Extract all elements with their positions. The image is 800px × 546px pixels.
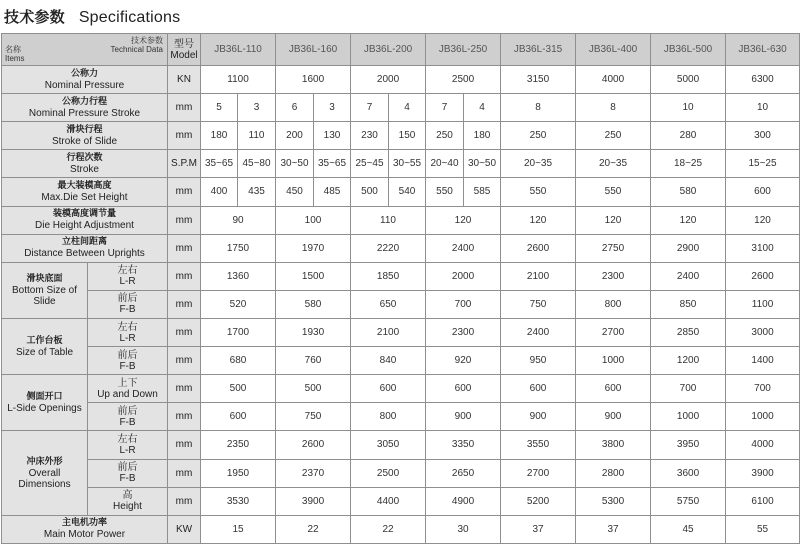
value-cell: 2750: [576, 234, 651, 262]
value-cell: 10: [726, 94, 800, 122]
value-cell: 900: [426, 403, 501, 431]
value-cell: 100: [276, 206, 351, 234]
label-table-size: 工作台板 Size of Table: [2, 318, 88, 374]
value-cell: 30: [426, 515, 501, 543]
row-overall-fb: [2, 459, 800, 487]
value-cell: 4: [464, 94, 501, 122]
value-cell: 8: [576, 94, 651, 122]
value-cell: 3: [314, 94, 351, 122]
page-title-zh: 技术参数: [4, 8, 65, 26]
value-cell: 120: [576, 206, 651, 234]
value-cell: 1930: [276, 318, 351, 346]
unit-cell: mm: [168, 403, 201, 431]
value-cell: 55: [726, 515, 800, 543]
value-cell: 250: [501, 122, 576, 150]
unit-cell: mm: [168, 431, 201, 459]
value-cell: 20~35: [501, 150, 576, 178]
value-cell: 2600: [276, 431, 351, 459]
value-cell: 22: [276, 515, 351, 543]
sub-label-lr: 左右 L-R: [88, 318, 168, 346]
header-row: [2, 34, 800, 66]
value-cell: 230: [351, 122, 389, 150]
value-cell: 3100: [726, 234, 800, 262]
unit-cell: KN: [168, 66, 201, 94]
value-cell: 110: [351, 206, 426, 234]
header-corner: 技术参数 Technical Data 名称 Items: [2, 34, 168, 66]
value-cell: 90: [201, 206, 276, 234]
value-cell: 15: [201, 515, 276, 543]
sub-label-fb: 前后 F-B: [88, 347, 168, 375]
value-cell: 400: [201, 178, 238, 206]
value-cell: 600: [501, 375, 576, 403]
value-cell: 2100: [351, 318, 426, 346]
value-cell: 2500: [351, 459, 426, 487]
value-cell: 2300: [576, 262, 651, 290]
value-cell: 680: [201, 347, 276, 375]
value-cell: 1970: [276, 234, 351, 262]
label-bottom-slide: 滑块底面 Bottom Size of Slide: [2, 262, 88, 318]
value-cell: 3530: [201, 487, 276, 515]
value-cell: 1000: [576, 347, 651, 375]
value-cell: 120: [501, 206, 576, 234]
row-strokes: [2, 150, 800, 178]
row-distance-uprights: [2, 234, 800, 262]
value-cell: 2000: [426, 262, 501, 290]
unit-cell: mm: [168, 94, 201, 122]
value-cell: 2850: [651, 318, 726, 346]
value-cell: 2400: [426, 234, 501, 262]
value-cell: 110: [238, 122, 276, 150]
value-cell: 280: [651, 122, 726, 150]
value-cell: 2500: [426, 66, 501, 94]
label-strokes: 行程次数 Stroke: [2, 150, 168, 178]
value-cell: 10: [651, 94, 726, 122]
value-cell: 2600: [501, 234, 576, 262]
unit-cell: mm: [168, 206, 201, 234]
value-cell: 45~80: [238, 150, 276, 178]
value-cell: 4000: [576, 66, 651, 94]
value-cell: 130: [314, 122, 351, 150]
value-cell: 750: [276, 403, 351, 431]
row-nominal-pressure: [2, 66, 800, 94]
unit-cell: mm: [168, 290, 201, 318]
value-cell: 1700: [201, 318, 276, 346]
value-cell: 37: [576, 515, 651, 543]
model-header-500: JB36L-500: [651, 34, 726, 66]
value-cell: 600: [201, 403, 276, 431]
unit-cell: mm: [168, 262, 201, 290]
unit-cell: mm: [168, 178, 201, 206]
value-cell: 750: [501, 290, 576, 318]
value-cell: 22: [351, 515, 426, 543]
value-cell: 550: [576, 178, 651, 206]
value-cell: 1000: [726, 403, 800, 431]
value-cell: 600: [426, 375, 501, 403]
value-cell: 4400: [351, 487, 426, 515]
value-cell: 30~50: [464, 150, 501, 178]
row-nominal-stroke: [2, 94, 800, 122]
value-cell: 2650: [426, 459, 501, 487]
value-cell: 120: [426, 206, 501, 234]
value-cell: 20~40: [426, 150, 464, 178]
sub-label-fb: 前后 F-B: [88, 290, 168, 318]
value-cell: 435: [238, 178, 276, 206]
page-title: [4, 6, 180, 27]
value-cell: 1950: [201, 459, 276, 487]
unit-cell: mm: [168, 347, 201, 375]
value-cell: 1360: [201, 262, 276, 290]
unit-cell: mm: [168, 375, 201, 403]
value-cell: 180: [464, 122, 501, 150]
unit-cell: mm: [168, 459, 201, 487]
label-nominal-stroke: 公称力行程 Nominal Pressure Stroke: [2, 94, 168, 122]
unit-cell: mm: [168, 122, 201, 150]
value-cell: 6: [276, 94, 314, 122]
value-cell: 3950: [651, 431, 726, 459]
value-cell: 6300: [726, 66, 800, 94]
value-cell: 520: [201, 290, 276, 318]
value-cell: 4: [389, 94, 426, 122]
value-cell: 700: [426, 290, 501, 318]
value-cell: 250: [576, 122, 651, 150]
row-overall-height: [2, 487, 800, 515]
sub-label-up-down: 上下 Up and Down: [88, 375, 168, 403]
value-cell: 2220: [351, 234, 426, 262]
value-cell: 35~65: [201, 150, 238, 178]
value-cell: 920: [426, 347, 501, 375]
value-cell: 1600: [276, 66, 351, 94]
value-cell: 1750: [201, 234, 276, 262]
sub-label-fb: 前后 F-B: [88, 459, 168, 487]
value-cell: 7: [351, 94, 389, 122]
value-cell: 2350: [201, 431, 276, 459]
value-cell: 500: [351, 178, 389, 206]
value-cell: 580: [276, 290, 351, 318]
sub-label-lr: 左右 L-R: [88, 431, 168, 459]
row-bottom-slide-lr: [2, 262, 800, 290]
row-bottom-slide-fb: [2, 290, 800, 318]
value-cell: 1200: [651, 347, 726, 375]
row-table-size-lr: [2, 318, 800, 346]
value-cell: 3050: [351, 431, 426, 459]
model-header-200: JB36L-200: [351, 34, 426, 66]
value-cell: 3000: [726, 318, 800, 346]
value-cell: 150: [389, 122, 426, 150]
value-cell: 20~35: [576, 150, 651, 178]
model-header-160: JB36L-160: [276, 34, 351, 66]
value-cell: 3: [238, 94, 276, 122]
sub-label-height: 高 Height: [88, 487, 168, 515]
value-cell: 800: [576, 290, 651, 318]
value-cell: 600: [726, 178, 800, 206]
value-cell: 2700: [501, 459, 576, 487]
row-overall-lr: [2, 431, 800, 459]
label-distance-uprights: 立柱间距离 Distance Between Uprights: [2, 234, 168, 262]
value-cell: 120: [726, 206, 800, 234]
value-cell: 2370: [276, 459, 351, 487]
row-side-openings-ud: [2, 375, 800, 403]
value-cell: 3900: [276, 487, 351, 515]
value-cell: 3350: [426, 431, 501, 459]
value-cell: 950: [501, 347, 576, 375]
value-cell: 580: [651, 178, 726, 206]
value-cell: 4000: [726, 431, 800, 459]
model-label: 型号 Model: [168, 34, 201, 66]
value-cell: 450: [276, 178, 314, 206]
label-stroke-of-slide: 滑块行程 Stroke of Slide: [2, 122, 168, 150]
value-cell: 1500: [276, 262, 351, 290]
model-header-315: JB36L-315: [501, 34, 576, 66]
row-motor-power: [2, 515, 800, 543]
value-cell: 8: [501, 94, 576, 122]
value-cell: 2100: [501, 262, 576, 290]
row-die-height-adjustment: [2, 206, 800, 234]
value-cell: 500: [201, 375, 276, 403]
value-cell: 900: [576, 403, 651, 431]
value-cell: 3550: [501, 431, 576, 459]
value-cell: 180: [201, 122, 238, 150]
model-header-250: JB36L-250: [426, 34, 501, 66]
value-cell: 2400: [501, 318, 576, 346]
label-motor-power: 主电机功率 Main Motor Power: [2, 515, 168, 543]
value-cell: 550: [501, 178, 576, 206]
row-table-size-fb: [2, 347, 800, 375]
value-cell: 700: [651, 375, 726, 403]
label-max-die-height: 最大装模高度 Max.Die Set Height: [2, 178, 168, 206]
value-cell: 25~45: [351, 150, 389, 178]
sub-label-lr: 左右 L-R: [88, 262, 168, 290]
value-cell: 485: [314, 178, 351, 206]
value-cell: 585: [464, 178, 501, 206]
value-cell: 850: [651, 290, 726, 318]
value-cell: 800: [351, 403, 426, 431]
value-cell: 5: [201, 94, 238, 122]
value-cell: 7: [426, 94, 464, 122]
value-cell: 3800: [576, 431, 651, 459]
value-cell: 15~25: [726, 150, 800, 178]
value-cell: 37: [501, 515, 576, 543]
value-cell: 1000: [651, 403, 726, 431]
row-max-die-height: [2, 178, 800, 206]
value-cell: 4900: [426, 487, 501, 515]
value-cell: 1850: [351, 262, 426, 290]
value-cell: 30~50: [276, 150, 314, 178]
value-cell: 500: [276, 375, 351, 403]
value-cell: 1400: [726, 347, 800, 375]
value-cell: 5000: [651, 66, 726, 94]
label-die-height-adjustment: 装模高度调节量 Die Height Adjustment: [2, 206, 168, 234]
page-title-en: Specifications: [78, 9, 181, 26]
value-cell: 2000: [351, 66, 426, 94]
value-cell: 3900: [726, 459, 800, 487]
unit-cell: mm: [168, 234, 201, 262]
model-header-110: JB36L-110: [201, 34, 276, 66]
value-cell: 5750: [651, 487, 726, 515]
row-side-openings-fb: [2, 403, 800, 431]
value-cell: 2300: [426, 318, 501, 346]
unit-cell: S.P.M: [168, 150, 201, 178]
value-cell: 700: [726, 375, 800, 403]
model-header-630: JB36L-630: [726, 34, 800, 66]
value-cell: 120: [651, 206, 726, 234]
value-cell: 2700: [576, 318, 651, 346]
sub-label-fb: 前后 F-B: [88, 403, 168, 431]
value-cell: 2800: [576, 459, 651, 487]
value-cell: 760: [276, 347, 351, 375]
value-cell: 300: [726, 122, 800, 150]
value-cell: 3150: [501, 66, 576, 94]
value-cell: 3600: [651, 459, 726, 487]
value-cell: 2900: [651, 234, 726, 262]
value-cell: 1100: [726, 290, 800, 318]
value-cell: 600: [351, 375, 426, 403]
unit-cell: KW: [168, 515, 201, 543]
value-cell: 45: [651, 515, 726, 543]
value-cell: 200: [276, 122, 314, 150]
value-cell: 600: [576, 375, 651, 403]
unit-cell: mm: [168, 318, 201, 346]
value-cell: 5300: [576, 487, 651, 515]
value-cell: 6100: [726, 487, 800, 515]
model-header-400: JB36L-400: [576, 34, 651, 66]
value-cell: 650: [351, 290, 426, 318]
label-side-openings: 侧面开口 L-Side Openings: [2, 375, 88, 431]
value-cell: 5200: [501, 487, 576, 515]
value-cell: 840: [351, 347, 426, 375]
spec-table: [1, 33, 800, 544]
value-cell: 2400: [651, 262, 726, 290]
value-cell: 2600: [726, 262, 800, 290]
value-cell: 540: [389, 178, 426, 206]
row-stroke-of-slide: [2, 122, 800, 150]
value-cell: 1100: [201, 66, 276, 94]
value-cell: 900: [501, 403, 576, 431]
value-cell: 550: [426, 178, 464, 206]
value-cell: 250: [426, 122, 464, 150]
label-nominal-pressure: 公称力 Nominal Pressure: [2, 66, 168, 94]
label-overall-dimensions: 冲床外形 Overall Dimensions: [2, 431, 88, 515]
value-cell: 30~55: [389, 150, 426, 178]
unit-cell: mm: [168, 487, 201, 515]
value-cell: 35~65: [314, 150, 351, 178]
value-cell: 18~25: [651, 150, 726, 178]
